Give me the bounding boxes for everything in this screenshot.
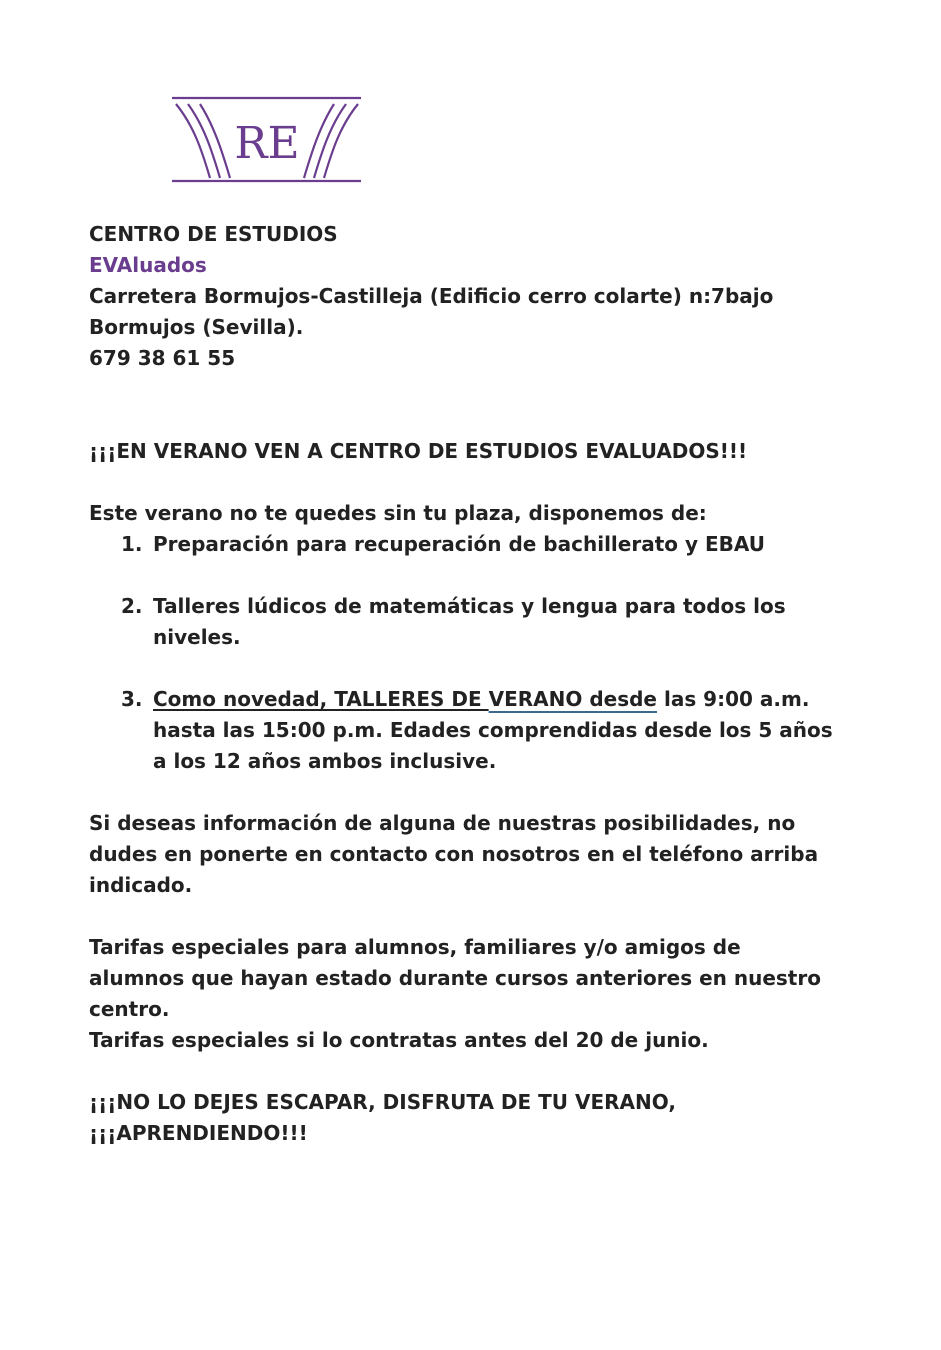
address-line-1: Carretera Bormujos-Castilleja (Edificio cerro colarte) n:7bajo xyxy=(89,284,774,308)
list-number: 3. xyxy=(121,687,143,711)
list-item-text-tail: las 9:00 a.m. xyxy=(657,687,810,711)
offer-list xyxy=(89,529,859,777)
info-text: indicado. xyxy=(89,873,193,897)
underlined-text: VERANO desde xyxy=(488,687,657,711)
list-item-text: hasta las 15:00 p.m. Edades comprendidas desde los 5 años xyxy=(153,718,833,742)
closing-text: ¡¡¡NO LO DEJES ESCAPAR, DISFRUTA DE TU VERANO, xyxy=(89,1090,676,1114)
rates-text: alumnos que hayan estado durante cursos anteriores en nuestro xyxy=(89,966,821,990)
phone-number: 679 38 61 55 xyxy=(89,346,236,370)
address-line-2: Bormujos (Sevilla). xyxy=(89,315,304,339)
list-item xyxy=(89,529,859,560)
flyer-content xyxy=(89,219,859,1149)
rates-text: centro. xyxy=(89,997,170,1021)
list-item-text: Talleres lúdicos de matemáticas y lengua para todos los xyxy=(153,594,786,618)
logo-graphic xyxy=(172,96,362,184)
brand-name: EVAluados xyxy=(89,253,207,277)
intro-text: Este verano no te quedes sin tu plaza, disponemos de: xyxy=(89,501,707,525)
logo-initials: RE xyxy=(234,118,300,169)
rates-text: Tarifas especiales para alumnos, familiares y/o amigos de xyxy=(89,935,741,959)
rates-text: Tarifas especiales si lo contratas antes del 20 de junio. xyxy=(89,1028,709,1052)
info-text: Si deseas información de alguna de nuestras posibilidades, no xyxy=(89,811,796,835)
info-text: dudes en ponerte en contacto con nosotros en el teléfono arriba xyxy=(89,842,819,866)
list-item-text xyxy=(153,684,859,715)
list-item-text: niveles. xyxy=(153,625,241,649)
list-item xyxy=(89,591,859,653)
list-item xyxy=(89,684,859,777)
center-title: CENTRO DE ESTUDIOS xyxy=(89,222,338,246)
headline: ¡¡¡EN VERANO VEN A CENTRO DE ESTUDIOS EVALUADOS!!! xyxy=(89,439,748,463)
list-number: 1. xyxy=(121,532,143,556)
list-number: 2. xyxy=(121,594,143,618)
list-item-text: a los 12 años ambos inclusive. xyxy=(153,749,497,773)
underlined-text: Como novedad, TALLERES DE xyxy=(153,687,489,711)
list-item-text: Preparación para recuperación de bachillerato y EBAU xyxy=(153,532,765,556)
closing-text: ¡¡¡APRENDIENDO!!! xyxy=(89,1121,308,1145)
logo xyxy=(172,96,362,184)
